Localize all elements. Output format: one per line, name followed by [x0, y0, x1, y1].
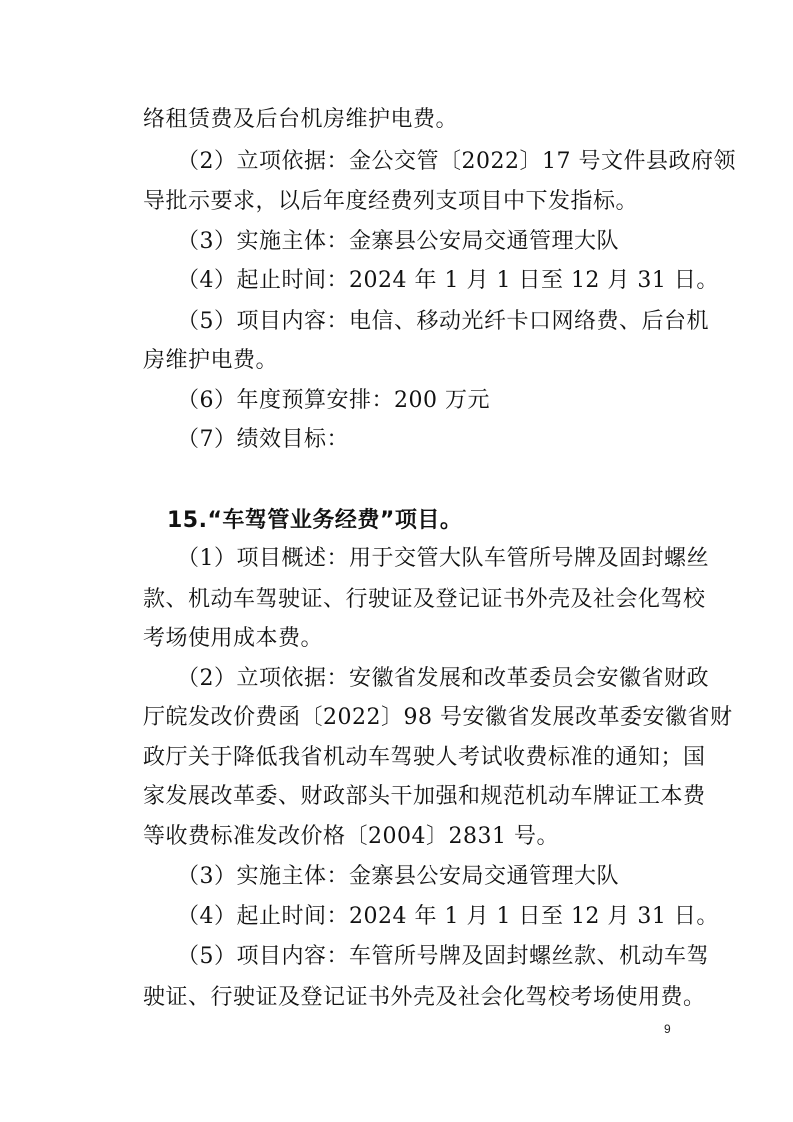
paragraph-line: （6）年度预算安排：200 万元 [177, 388, 490, 413]
paragraph-line: （4）起止时间：2024 年 1 月 1 日至 12 月 31 日。 [177, 268, 719, 293]
paragraph-line: （5）项目内容：电信、移动光纤卡口网络费、后台机 [177, 309, 709, 334]
paragraph-line: （4）起止时间：2024 年 1 月 1 日至 12 月 31 日。 [177, 904, 719, 929]
paragraph-line: 政厅关于降低我省机动车驾驶人考试收费标准的通知；国 [143, 745, 706, 770]
paragraph-line: 导批示要求，以后年度经费列支项目中下发指标。 [143, 189, 639, 214]
paragraph-line: 房维护电费。 [143, 348, 279, 373]
paragraph-line: 款、机动车驾驶证、行驶证及登记证书外壳及社会化驾校 [143, 587, 706, 612]
paragraph-line: （2）立项依据：安徽省发展和改革委员会安徽省财政 [177, 666, 709, 691]
paragraph-line: 等收费标准发改价格〔2004〕2831 号。 [143, 824, 559, 849]
paragraph-line: （5）项目内容：车管所号牌及固封螺丝款、机动车驾 [177, 944, 709, 969]
paragraph-line: （3）实施主体：金寨县公安局交通管理大队 [177, 864, 619, 889]
paragraph-line: 家发展改革委、财政部头干加强和规范机动车牌证工本费 [143, 784, 706, 809]
paragraph-line: 厅皖发改价费函〔2022〕98 号安徽省发展改革委安徽省财 [143, 705, 733, 730]
paragraph-line: 考场使用成本费。 [143, 626, 324, 651]
paragraph-line: 络租赁费及后台机房维护电费。 [143, 107, 459, 132]
paragraph-line: （3）实施主体：金寨县公安局交通管理大队 [177, 229, 619, 254]
paragraph-line: （1）项目概述：用于交管大队车管所号牌及固封螺丝 [177, 546, 709, 571]
paragraph-line: （7）绩效目标： [177, 427, 349, 452]
section-heading: 15.“车驾管业务经费”项目。 [167, 508, 463, 533]
page-number: 9 [664, 1022, 671, 1036]
paragraph-line: （2）立项依据：金公交管〔2022〕17 号文件县政府领 [177, 149, 736, 174]
paragraph-line: 驶证、行驶证及登记证书外壳及社会化驾校考场使用费。 [143, 985, 706, 1010]
